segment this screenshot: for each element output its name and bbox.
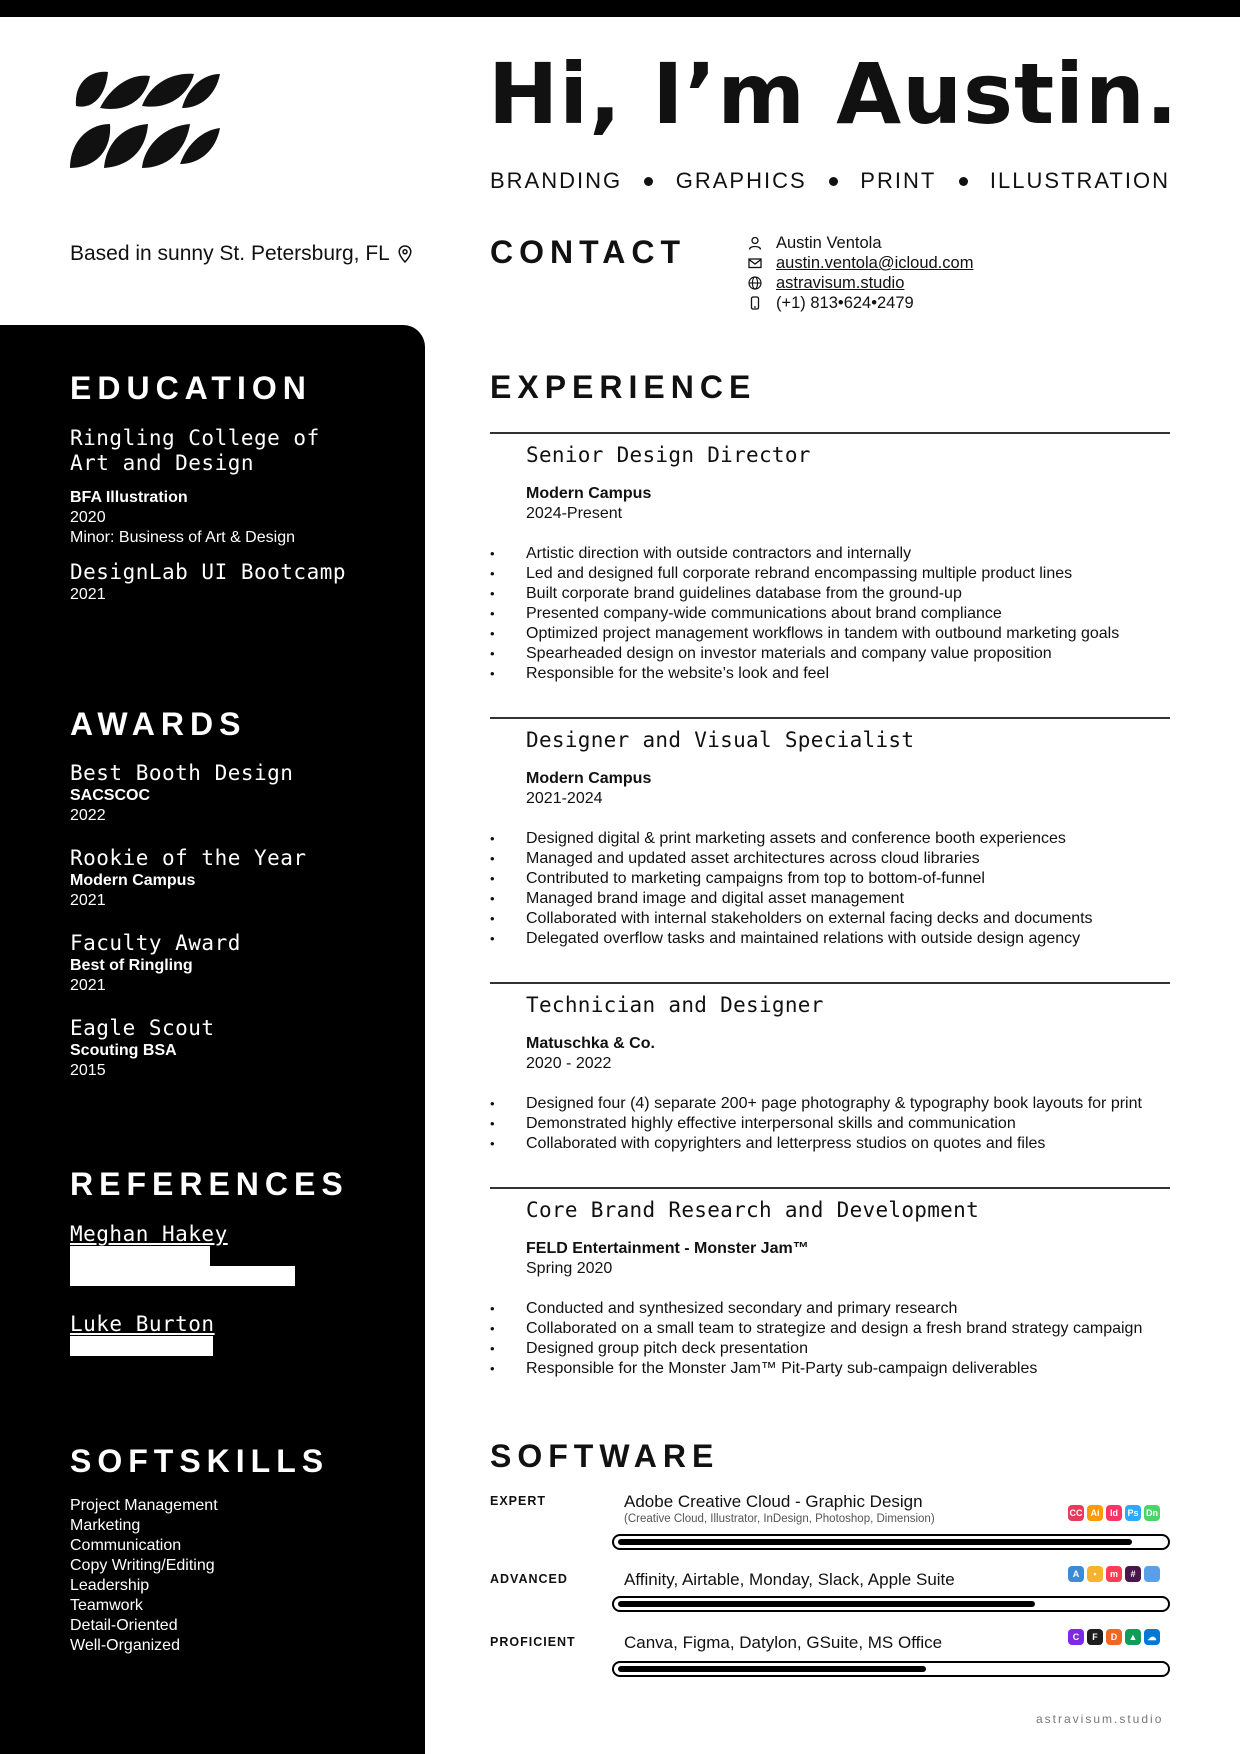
monday-icon: m xyxy=(1106,1566,1122,1582)
contact-title: CONTACT xyxy=(490,234,687,270)
bootcamp-year: 2021 xyxy=(70,586,106,603)
footer-site: astravisum.studio xyxy=(1036,1712,1164,1726)
award-name: Eagle Scout xyxy=(70,1016,215,1040)
contact-phone-row xyxy=(748,293,973,313)
job-bullet: • Collaborated on a small team to strategize and design a fresh brand strategy campaign xyxy=(526,1319,1186,1339)
award-item xyxy=(70,1016,215,1081)
award-org: Modern Campus xyxy=(70,872,196,889)
tag-illustration: ILLUSTRATION xyxy=(989,168,1170,193)
job-bullet: • Demonstrated highly effective interpersonal skills and communication xyxy=(526,1114,1186,1134)
tag-branding: BRANDING xyxy=(490,168,623,193)
photoshop-icon: Ps xyxy=(1125,1505,1141,1521)
job-dates: 2020 - 2022 xyxy=(526,1055,612,1072)
softskill-item: Copy Writing/Editing xyxy=(70,1557,215,1574)
bullet-dot xyxy=(829,177,838,186)
creative-cloud-icon: CC xyxy=(1068,1505,1084,1521)
skill-level: EXPERT xyxy=(490,1494,547,1508)
softskills-list xyxy=(70,1496,218,1656)
job-dates: 2024-Present xyxy=(526,505,623,522)
minor: Minor: Business of Art & Design xyxy=(70,529,295,546)
job-entry xyxy=(526,442,1186,684)
contact-website-row xyxy=(748,273,973,293)
software-name: Affinity, Airtable, Monday, Slack, Apple Suite xyxy=(624,1570,955,1589)
datylon-icon: D xyxy=(1106,1629,1122,1645)
bullet-dot xyxy=(959,177,968,186)
softskill-item: Project Management xyxy=(70,1497,218,1514)
softskill-item: Communication xyxy=(70,1537,182,1554)
app-icons xyxy=(1068,1566,1160,1582)
top-border xyxy=(0,0,1240,17)
education-block xyxy=(70,426,346,605)
job-role: Designer and Visual Specialist xyxy=(526,728,915,752)
school-name-line2: Art and Design xyxy=(70,451,255,475)
job-role: Senior Design Director xyxy=(526,443,811,467)
award-year: 2021 xyxy=(70,892,106,909)
proficiency-bar xyxy=(612,1534,1170,1550)
slack-icon: # xyxy=(1125,1566,1141,1582)
degree: BFA Illustration xyxy=(70,489,188,506)
divider xyxy=(490,1187,1170,1189)
contact-email-link[interactable]: austin.ventola@icloud.com xyxy=(776,254,974,272)
contact-website-link[interactable]: astravisum.studio xyxy=(776,274,905,292)
softskill-item: Detail-Oriented xyxy=(70,1617,178,1634)
software-subtitle: (Creative Cloud, Illustrator, InDesign, Photoshop, Dimension) xyxy=(624,1513,935,1525)
bootcamp-name: DesignLab UI Bootcamp xyxy=(70,560,347,584)
experience-title: EXPERIENCE xyxy=(490,369,757,405)
job-company: FELD Entertainment - Monster Jam™ xyxy=(526,1240,809,1257)
award-org: Scouting BSA xyxy=(70,1042,177,1059)
reference-name: Luke Burton xyxy=(70,1312,215,1336)
services-tagline xyxy=(490,168,1170,194)
softskills-title: SOFTSKILLS xyxy=(70,1443,330,1479)
softskill-item: Well-Organized xyxy=(70,1637,180,1654)
job-dates: 2021-2024 xyxy=(526,790,603,807)
job-company: Modern Campus xyxy=(526,770,652,787)
canva-icon: C xyxy=(1068,1629,1084,1645)
job-bullet: • Responsible for the Monster Jam™ Pit-Party sub-campaign deliverables xyxy=(526,1359,1186,1379)
reference-item xyxy=(70,1312,215,1337)
job-entry xyxy=(526,992,1186,1154)
job-bullets xyxy=(526,1299,1186,1379)
user-icon xyxy=(748,236,762,250)
divider xyxy=(490,717,1170,719)
app-icons xyxy=(1068,1505,1160,1521)
reference-item xyxy=(70,1222,228,1247)
award-item xyxy=(70,761,293,826)
job-bullets xyxy=(526,829,1186,949)
awards-title: AWARDS xyxy=(70,706,247,742)
app-icons xyxy=(1068,1629,1160,1645)
job-bullets xyxy=(526,1094,1186,1154)
proficiency-bar xyxy=(612,1661,1170,1677)
school-name-line1: Ringling College of xyxy=(70,426,320,450)
contact-email-row xyxy=(748,253,973,273)
job-bullet: • Designed digital & print marketing assets and conference booth experiences xyxy=(526,829,1186,849)
job-bullet: • Designed group pitch deck presentation xyxy=(526,1339,1186,1359)
dimension-icon: Dn xyxy=(1144,1505,1160,1521)
job-bullet: • Responsible for the website’s look and feel xyxy=(526,664,1186,684)
job-bullet: • Built corporate brand guidelines database from the ground-up xyxy=(526,584,1186,604)
airtable-icon: • xyxy=(1087,1566,1103,1582)
job-bullet: • Presented company-wide communications about brand compliance xyxy=(526,604,1186,624)
software-name: Adobe Creative Cloud - Graphic Design xyxy=(624,1492,923,1511)
proficiency-fill xyxy=(618,1666,926,1672)
degree-year: 2020 xyxy=(70,509,106,526)
award-org: Best of Ringling xyxy=(70,957,193,974)
job-bullet: • Artistic direction with outside contractors and internally xyxy=(526,544,1186,564)
softskill-item: Marketing xyxy=(70,1517,141,1534)
location-text: Based in sunny St. Petersburg, FL xyxy=(70,242,390,265)
affinity-icon: A xyxy=(1068,1566,1084,1582)
job-bullet: • Collaborated with copyrighters and letterpress studios on quotes and files xyxy=(526,1134,1186,1154)
redacted-contact xyxy=(70,1266,295,1286)
job-bullet: • Spearheaded design on investor materials and company value proposition xyxy=(526,644,1186,664)
skill-level: PROFICIENT xyxy=(490,1635,576,1649)
proficiency-fill xyxy=(618,1539,1132,1545)
job-bullet: • Collaborated with internal stakeholders on external facing decks and documents xyxy=(526,909,1186,929)
redacted-contact xyxy=(70,1336,213,1356)
job-role: Technician and Designer xyxy=(526,993,824,1017)
award-year: 2015 xyxy=(70,1062,106,1079)
illustrator-icon: Ai xyxy=(1087,1505,1103,1521)
job-bullets xyxy=(526,544,1186,684)
phone-icon xyxy=(748,296,762,310)
contact-phone: (+1) 813•624•2479 xyxy=(776,294,914,312)
award-name: Best Booth Design xyxy=(70,761,294,785)
redacted-contact xyxy=(70,1246,210,1266)
job-company: Matuschka & Co. xyxy=(526,1035,655,1052)
software-title: SOFTWARE xyxy=(490,1438,720,1474)
job-entry xyxy=(526,1197,1186,1379)
award-name: Faculty Award xyxy=(70,931,241,955)
award-name: Rookie of the Year xyxy=(70,846,307,870)
contact-name-row xyxy=(748,233,973,253)
globe-icon xyxy=(748,276,762,290)
divider xyxy=(490,432,1170,434)
job-entry xyxy=(526,727,1186,949)
job-role: Core Brand Research and Development xyxy=(526,1198,980,1222)
proficiency-bar xyxy=(612,1596,1170,1612)
contact-name: Austin Ventola xyxy=(776,234,882,252)
sidebar xyxy=(0,325,425,1754)
tag-graphics: GRAPHICS xyxy=(675,168,807,193)
software-name: Canva, Figma, Datylon, GSuite, MS Office xyxy=(624,1633,943,1652)
mail-icon xyxy=(748,256,762,270)
references-title: REFERENCES xyxy=(70,1166,349,1202)
job-bullet: • Managed brand image and digital asset management xyxy=(526,889,1186,909)
onedrive-icon: ☁ xyxy=(1144,1629,1160,1645)
skill-level: ADVANCED xyxy=(490,1572,568,1586)
greeting-heading: Hi, I’m Austin. xyxy=(488,45,1179,143)
job-bullet: • Optimized project management workflows in tandem with outbound marketing goals xyxy=(526,624,1186,644)
contact-list xyxy=(748,233,973,313)
job-bullet: • Managed and updated asset architectures across cloud libraries xyxy=(526,849,1186,869)
job-bullet: • Contributed to marketing campaigns from top to bottom-of-funnel xyxy=(526,869,1186,889)
indesign-icon: Id xyxy=(1106,1505,1122,1521)
divider xyxy=(490,982,1170,984)
figma-icon: F xyxy=(1087,1629,1103,1645)
award-item xyxy=(70,846,307,911)
proficiency-fill xyxy=(618,1601,1035,1607)
brand-logo xyxy=(70,68,220,172)
softskill-item: Teamwork xyxy=(70,1597,143,1614)
job-bullet: • Conducted and synthesized secondary and primary research xyxy=(526,1299,1186,1319)
tag-print: PRINT xyxy=(860,168,937,193)
job-bullet: • Designed four (4) separate 200+ page photography & typography book layouts for print xyxy=(526,1094,1186,1114)
finder-icon xyxy=(1144,1566,1160,1582)
award-year: 2021 xyxy=(70,977,106,994)
location xyxy=(70,242,412,266)
award-org: SACSCOC xyxy=(70,787,151,804)
job-bullet: • Led and designed full corporate rebrand encompassing multiple product lines xyxy=(526,564,1186,584)
award-year: 2022 xyxy=(70,807,106,824)
job-dates: Spring 2020 xyxy=(526,1260,613,1277)
job-company: Modern Campus xyxy=(526,485,652,502)
map-pin-icon xyxy=(398,245,412,263)
reference-name: Meghan Hakey xyxy=(70,1222,228,1246)
education-title: EDUCATION xyxy=(70,370,312,406)
softskill-item: Leadership xyxy=(70,1577,150,1594)
award-item xyxy=(70,931,241,996)
job-bullet: • Delegated overflow tasks and maintained relations with outside design agency xyxy=(526,929,1186,949)
google-drive-icon: ▲ xyxy=(1125,1629,1141,1645)
bullet-dot xyxy=(644,177,653,186)
